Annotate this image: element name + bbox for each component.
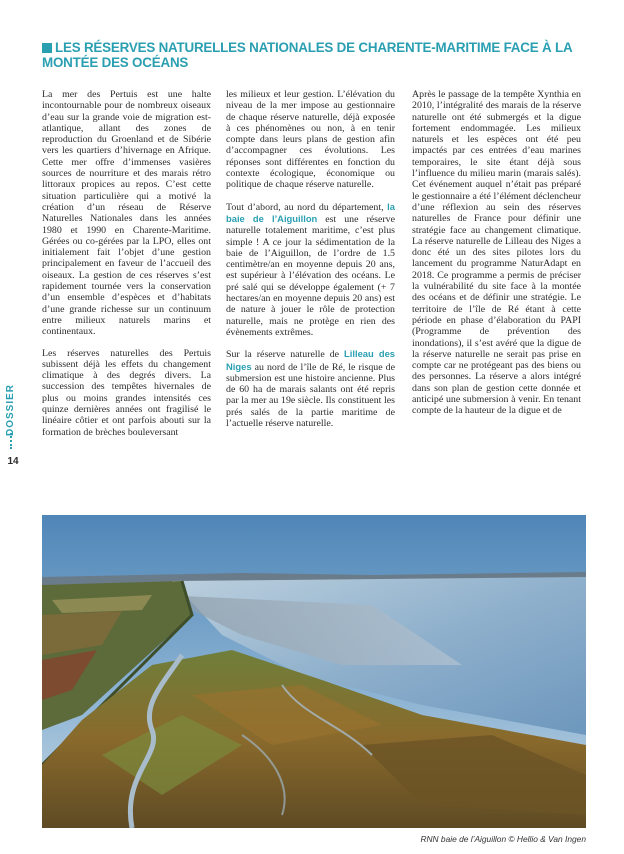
section-dots xyxy=(10,433,14,449)
paragraph: Après le passage de la tempête Xynthia en 2010, l’intégralité des marais de la réserve naturelle ont été submergés et la digue fortement endommagée. Les milieux naturels et les espèces ont été peu impactés par ces entrées d’eau marines temporaires, le site étant déjà sous l’influence du milieu marin (marais salés). Cet événement auquel n’était pas préparé le gestionnaire a été l’élément déclencheur d’une réflexion au sein des réserves naturelles de France pour définir une stratégie face au changement climatique. La réserve naturelle de Lilleau des Niges a donc été un des sites pilotes lors du lancement du programme NaturAdapt en 2018. Ce programme a permis de préciser la vulnérabilité du site face à la montée des océans et de définir une stratégie. Le territoire de l’île de Ré étant à cette période en phase d’élaboration du PAPI (Programme de prévention des inondations), il s’est avéré que la digue de la réserve naturelle ne serait pas prise en compte car ne protégeant pas des biens ou des personnes. La réserve a alors intégré dans son plan de gestion cette donnée et anticipé une submersion à venir. En tenant compte de la hauteur de la digue et de xyxy=(412,89,581,417)
paragraph: les milieux et leur gestion. L’élévation du niveau de la mer impose au gestionnaire de chaque réserve naturelle, déjà exposée à ces phénomènes ou non, à en tenir compte dans leurs plans de gestion afin d’accompagner ces évolutions. Les réponses sont différentes en fonction du contexte écologique, économique ou politique de chaque réserve naturelle. xyxy=(226,89,395,191)
photo-caption: RNN baie de l’Aiguillon © Hellio & Van Ingen xyxy=(420,834,586,844)
highlight-lilleau: Lilleau des Niges xyxy=(226,348,395,372)
title-square-icon xyxy=(42,43,52,53)
text-column-3 xyxy=(412,89,581,427)
section-label: DOSSIER xyxy=(5,384,16,437)
aerial-landscape-image xyxy=(42,515,586,828)
paragraph: Les réserves naturelles des Pertuis subissent déjà les effets du changement climatique à des degrés divers. La succession des tempêtes hivernales de plus ou moins grandes intensités ces quinze dernières années ont fragilisé le linéaire côtier et ont parfois abouti sur la formation de brèches bouleversant xyxy=(42,347,211,438)
paragraph: Tout d’abord, au nord du département, la baie de l’Aiguillon est une réserve naturelle totalement maritime, c’est plus simple ! A ce jour la sédimentation de la baie de l’Aiguillon, de l’ordre de 1.5 centimètre/an en moyenne depuis 20 ans, est supérieur à l’élévation des océans. Le pré salé qui se développe également (+ 7 hectares/an en moyenne depuis 20 ans) est de nature à jouer le rôle de protection naturelle, mais ne protège en rien des évènements extrêmes. xyxy=(226,200,396,338)
page-number: 14 xyxy=(7,456,19,467)
text-column-2 xyxy=(226,89,395,439)
aerial-photo xyxy=(42,515,586,828)
paragraph: La mer des Pertuis est une halte incontournable pour de nombreux oiseaux d’eau sur la grande voie de migration est-atlantique, allant des zones de reproduction du Groenland et de Sibérie vers les quartiers d’hivernage en Afrique. Cette mer offre d’immenses vasières sources de nourriture et des marais rétro littoraux propices au repos. C’est cette situation particulière qui a motivé la création d’un réseau de Réserve Naturelles Nationales dans les années 1980 et 1990 en Charente-Maritime. Gérées ou co-gérées par la LPO, elles ont initialement fait l’objet d’une gestion principalement en faveur de l’accueil des oiseaux. La gestion de ces réserves s’est rapidement tournée vers la conservation d’un ensemble d’espèces et d’habitats d’une grande richesse sur un continuum entre milieux naturels marins et continentaux. xyxy=(42,89,211,338)
article-title: LES RÉSERVES NATURELLES NATIONALES DE CHARENTE-MARITIME FACE À LA MONTÉE DES OCÉANS xyxy=(42,40,572,70)
text-column-1 xyxy=(42,89,211,448)
paragraph: Sur la réserve naturelle de Lilleau des Niges au nord de l’île de Ré, le risque de submersion est une histoire ancienne. Plus de 60 ha de marais salants ont été repris par la mer au 19e siècle. Ils constituent les prés salés de la partie maritime de l’actuelle réserve naturelle. xyxy=(226,348,395,430)
highlight-aiguillon: la baie de l’Aiguillon xyxy=(226,200,395,224)
